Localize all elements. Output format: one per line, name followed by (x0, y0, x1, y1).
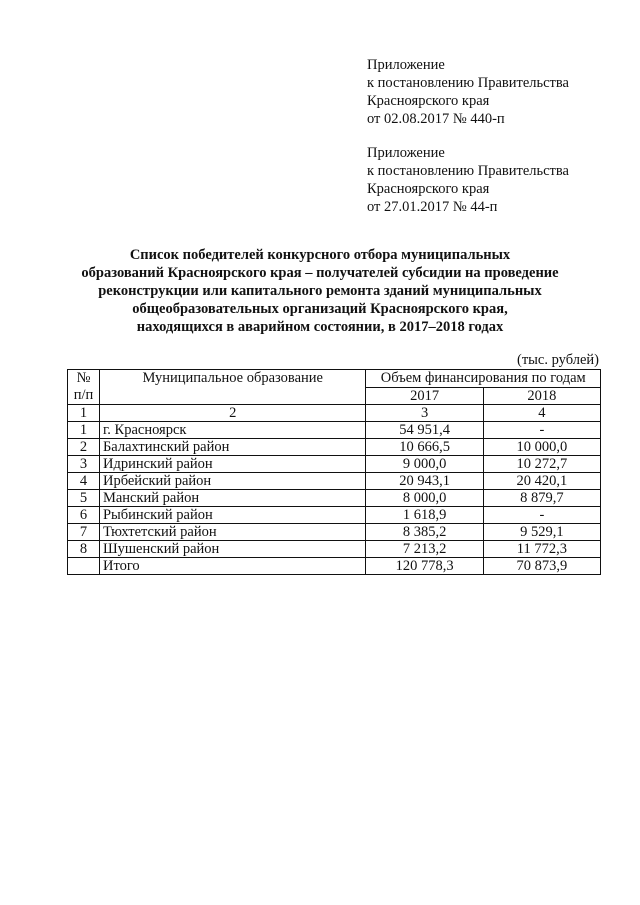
title-line: находящихся в аварийном состоянии, в 2017–2018 годах (136, 319, 504, 335)
municipality-name: г. Красноярск (99, 422, 366, 439)
row-number: 4 (68, 473, 100, 490)
total-2017: 120 778,3 (366, 558, 483, 575)
column-numbers-row (68, 405, 601, 422)
annex-region: Красноярского края (367, 93, 490, 109)
value-2018: 20 420,1 (483, 473, 600, 490)
table-row (68, 490, 601, 507)
value-2017: 7 213,2 (366, 541, 483, 558)
annex-block-44p (367, 144, 627, 216)
row-number: 6 (68, 507, 100, 524)
table-row (68, 524, 601, 541)
municipality-name: Шушенский район (99, 541, 366, 558)
header-municipality: Муниципальное образование (99, 370, 366, 405)
value-2017: 54 951,4 (366, 422, 483, 439)
total-row (68, 558, 601, 575)
row-number: 1 (68, 422, 100, 439)
value-2018: 10 000,0 (483, 439, 600, 456)
value-2018: - (483, 507, 600, 524)
table-row (68, 456, 601, 473)
header-number-cell (68, 370, 100, 405)
header-number-abbr: п/п (73, 387, 94, 403)
value-2017: 8 385,2 (366, 524, 483, 541)
annex-block-440p (367, 56, 627, 128)
value-2018: 10 272,7 (483, 456, 600, 473)
municipality-name: Балахтинский район (99, 439, 366, 456)
table-row (68, 439, 601, 456)
municipality-name: Ирбейский район (99, 473, 366, 490)
annex-resolution-text: к постановлению Правительства (367, 75, 569, 91)
column-number: 2 (99, 405, 366, 422)
municipality-name: Тюхтетский район (99, 524, 366, 541)
annex-label: Приложение (367, 145, 445, 161)
header-number-sign: № (76, 370, 91, 386)
annex-region: Красноярского края (367, 181, 490, 197)
title-line: образований Красноярского края – получателей субсидии на проведение (81, 265, 559, 281)
table-row (68, 541, 601, 558)
table-row (68, 422, 601, 439)
header-year-2017: 2017 (366, 387, 483, 405)
row-number: 2 (68, 439, 100, 456)
header-funding-by-year: Объем финансирования по годам (366, 370, 601, 388)
title-line: реконструкции или капитального ремонта зданий муниципальных (98, 283, 542, 299)
value-2017: 10 666,5 (366, 439, 483, 456)
value-2018: 8 879,7 (483, 490, 600, 507)
funding-table (67, 369, 601, 575)
row-number: 7 (68, 524, 100, 541)
units-label: (тыс. рублей) (517, 352, 599, 368)
annex-date-number: от 02.08.2017 № 440-п (367, 111, 505, 127)
value-2017: 9 000,0 (366, 456, 483, 473)
header-year-2018: 2018 (483, 387, 600, 405)
row-number: 3 (68, 456, 100, 473)
total-2018: 70 873,9 (483, 558, 600, 575)
row-number: 5 (68, 490, 100, 507)
value-2018: 11 772,3 (483, 541, 600, 558)
total-label: Итого (99, 558, 366, 575)
value-2017: 8 000,0 (366, 490, 483, 507)
annex-resolution-text: к постановлению Правительства (367, 163, 569, 179)
column-number: 3 (366, 405, 483, 422)
municipality-name: Идринский район (99, 456, 366, 473)
annex-date-number: от 27.01.2017 № 44-п (367, 199, 498, 215)
table-row (68, 473, 601, 490)
annex-label: Приложение (367, 57, 445, 73)
column-number: 4 (483, 405, 600, 422)
header-row (68, 370, 601, 388)
row-number: 8 (68, 541, 100, 558)
column-number: 1 (68, 405, 100, 422)
document-title (40, 246, 600, 336)
value-2018: 9 529,1 (483, 524, 600, 541)
title-line: общеобразовательных организаций Красноярского края, (132, 301, 508, 317)
table-row (68, 507, 601, 524)
total-number (68, 558, 100, 575)
value-2018: - (483, 422, 600, 439)
municipality-name: Манский район (99, 490, 366, 507)
value-2017: 1 618,9 (366, 507, 483, 524)
value-2017: 20 943,1 (366, 473, 483, 490)
title-line: Список победителей конкурсного отбора муниципальных (129, 247, 511, 263)
municipality-name: Рыбинский район (99, 507, 366, 524)
